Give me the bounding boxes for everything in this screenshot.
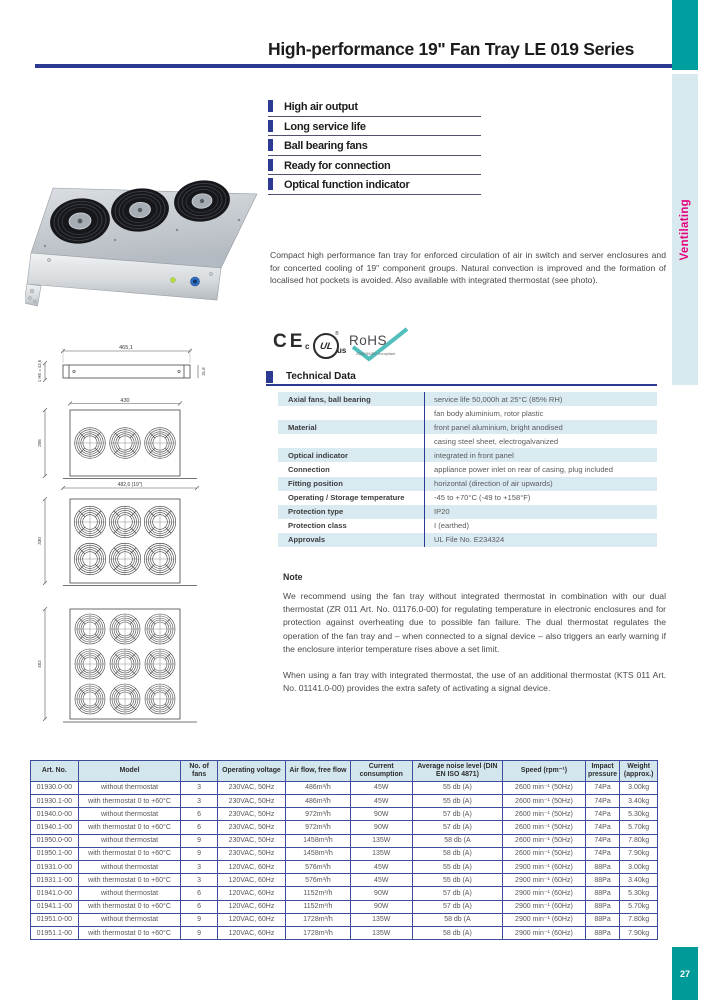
cell-fans: 9 [181, 926, 217, 939]
cell-weight: 3.40kg [620, 795, 658, 808]
bullet-icon [268, 100, 273, 112]
cell-current: 90W [350, 821, 412, 834]
intro-text: Compact high performance fan tray for enforced circulation of air in switch and server enclosures and for concerted cooling of 19" component groups. Natural convection is improved and the formation of localised hot pockets is avoided. Also available with integrated thermostat (see photo). [270, 250, 666, 286]
feature-label: Ready for connection [284, 159, 391, 172]
cell-voltage: 230VAC, 50Hz [217, 808, 285, 821]
bullet-icon [266, 371, 273, 383]
product-table-row [31, 926, 658, 939]
cell-model: without thermostat [78, 913, 181, 926]
cell-speed: 2600 min⁻¹ (50Hz) [503, 821, 586, 834]
feature-label: Long service life [284, 120, 366, 133]
sidebar-tab-label: Ventilating [679, 198, 691, 261]
cell-voltage: 230VAC, 50Hz [217, 795, 285, 808]
cell-fans: 3 [181, 781, 217, 794]
cell-noise: 58 db (A) [412, 926, 502, 939]
cell-noise: 58 db (A [412, 913, 502, 926]
cell-art-no: 01931.1-00 [31, 874, 79, 887]
technical-data-rule [266, 384, 657, 386]
technical-data-label: Connection [288, 465, 330, 475]
cell-pressure: 74Pa [585, 834, 619, 847]
cell-current: 135W [350, 847, 412, 860]
technical-data-label: Optical indicator [288, 450, 348, 460]
product-table-row [31, 861, 658, 874]
cell-speed: 2600 min⁻¹ (50Hz) [503, 808, 586, 821]
cell-pressure: 88Pa [585, 900, 619, 913]
cell-airflow: 1458m³/h [286, 834, 351, 847]
cell-model: with thermostat 0 to +60°C [78, 847, 181, 860]
dim-width-4826: 482,6 (19") [117, 482, 143, 489]
cell-current: 45W [350, 861, 412, 874]
product-table-row [31, 913, 658, 926]
dim-width-430: 430 [120, 397, 130, 404]
cell-speed: 2900 min⁻¹ (60Hz) [503, 861, 586, 874]
cell-model: with thermostat 0 to +60°C [78, 795, 181, 808]
technical-data-row [278, 420, 657, 434]
cell-airflow: 972m³/h [286, 808, 351, 821]
technical-data-value: front panel aluminium, bright anodised [424, 420, 657, 434]
cell-airflow: 486m³/h [286, 795, 351, 808]
mounting-ear [25, 284, 41, 306]
cell-airflow: 972m³/h [286, 821, 351, 834]
cell-voltage: 120VAC, 60Hz [217, 913, 285, 926]
cell-model: without thermostat [78, 808, 181, 821]
technical-data-value: casing steel sheet, electrogalvanized [424, 434, 657, 448]
cell-weight: 7.80kg [620, 913, 658, 926]
dim-height-452: 452 [37, 660, 42, 668]
technical-data-label: Operating / Storage temperature [288, 493, 405, 503]
cell-model: with thermostat 0 to +60°C [78, 874, 181, 887]
technical-data-value: UL File No. E234324 [424, 533, 657, 547]
cell-pressure: 88Pa [585, 913, 619, 926]
product-table-header-cell: Art. No. [31, 761, 79, 782]
product-table-header-cell: No. of fans [181, 761, 217, 782]
technical-data-row [278, 533, 657, 547]
feature-label: Optical function indicator [284, 179, 410, 192]
technical-data-value: I (earthed) [424, 519, 657, 533]
product-table-header-cell: Speed (rpm⁻¹) [503, 761, 586, 782]
technical-data-row [278, 491, 657, 505]
product-table-row [31, 808, 658, 821]
page-title: High-performance 19" Fan Tray LE 019 Series [268, 39, 634, 59]
cell-speed: 2900 min⁻¹ (60Hz) [503, 900, 586, 913]
technical-data-row [278, 505, 657, 519]
cell-pressure: 74Pa [585, 847, 619, 860]
technical-data-row [278, 392, 657, 406]
cell-noise: 55 db (A) [412, 781, 502, 794]
cell-airflow: 1728m³/h [286, 926, 351, 939]
cell-model: with thermostat 0 to +60°C [78, 821, 181, 834]
page-number: 27 [679, 968, 690, 979]
cell-weight: 7.80kg [620, 834, 658, 847]
technical-data-row [278, 434, 657, 448]
cell-airflow: 576m³/h [286, 874, 351, 887]
feature-item [268, 136, 481, 156]
cell-speed: 2900 min⁻¹ (60Hz) [503, 913, 586, 926]
technical-data-value: appliance power inlet on rear of casing, plug included [424, 462, 657, 476]
cell-weight: 5.70kg [620, 821, 658, 834]
cell-model: without thermostat [78, 861, 181, 874]
technical-data-label: Axial fans, ball bearing [288, 394, 371, 404]
cell-airflow: 1152m³/h [286, 887, 351, 900]
cell-fans: 6 [181, 821, 217, 834]
cell-speed: 2600 min⁻¹ (50Hz) [503, 847, 586, 860]
cell-noise: 57 db (A) [412, 808, 502, 821]
feature-label: High air output [284, 101, 358, 114]
cell-current: 45W [350, 781, 412, 794]
corner-accent-block [672, 0, 698, 70]
cell-airflow: 1458m³/h [286, 847, 351, 860]
note-paragraph-2: When using a fan tray with integrated thermostat, the use of an additional thermostat (KTS 011 Art. No. 01141.0-00) provides the extra safety of activating a signal device. [283, 669, 666, 693]
cell-speed: 2900 min⁻¹ (60Hz) [503, 887, 586, 900]
product-table-header-row [31, 761, 658, 782]
cell-model: with thermostat 0 to +60°C [78, 926, 181, 939]
product-table-row [31, 874, 658, 887]
cell-art-no: 01940.1-00 [31, 821, 79, 834]
cell-noise: 58 db (A) [412, 847, 502, 860]
feature-label: Ball bearing fans [284, 140, 368, 153]
product-table-row [31, 781, 658, 794]
cell-fans: 6 [181, 900, 217, 913]
technical-data-value: integrated in front panel [424, 448, 657, 462]
header-rule [35, 64, 697, 68]
product-table-row [31, 887, 658, 900]
cell-art-no: 01951.1-00 [31, 926, 79, 939]
technical-data-label: Material [288, 422, 317, 432]
cell-speed: 2600 min⁻¹ (50Hz) [503, 781, 586, 794]
cell-model: without thermostat [78, 887, 181, 900]
ce-mark-icon: CE [273, 331, 306, 352]
cell-fans: 3 [181, 861, 217, 874]
dim-height-1he: 1 HE = 43,6 [37, 359, 42, 383]
feature-item [268, 97, 481, 117]
cell-speed: 2900 min⁻¹ (60Hz) [503, 874, 586, 887]
cell-weight: 5.30kg [620, 808, 658, 821]
product-spec-table [30, 760, 658, 940]
technical-data-value: IP20 [424, 505, 657, 519]
cell-current: 45W [350, 874, 412, 887]
technical-data-value: horizontal (direction of air upwards) [424, 477, 657, 491]
cell-noise: 57 db (A) [412, 887, 502, 900]
technical-data-row [278, 448, 657, 462]
bullet-icon [268, 139, 273, 151]
rohs-mark-icon: RoHS 2002/95/EC compliant [347, 327, 413, 363]
product-table-header-cell: Impact pressure [585, 761, 619, 782]
cell-current: 90W [350, 887, 412, 900]
product-table-header-cell: Average noise level (DIN EN ISO 4871) [412, 761, 502, 782]
cell-art-no: 01950.0-00 [31, 834, 79, 847]
cell-voltage: 120VAC, 60Hz [217, 887, 285, 900]
cell-voltage: 120VAC, 60Hz [217, 861, 285, 874]
cell-pressure: 88Pa [585, 887, 619, 900]
feature-list [268, 97, 481, 195]
cell-noise: 58 db (A [412, 834, 502, 847]
cell-airflow: 576m³/h [286, 861, 351, 874]
product-photo [25, 158, 270, 308]
cell-voltage: 230VAC, 50Hz [217, 821, 285, 834]
cell-art-no: 01930.0-00 [31, 781, 79, 794]
product-table-row [31, 847, 658, 860]
cell-fans: 9 [181, 847, 217, 860]
technical-data-row [278, 462, 657, 476]
product-table-header-cell: Air flow, free flow [286, 761, 351, 782]
dim-width-465: 465,1 [119, 345, 133, 351]
cell-weight: 3.00kg [620, 781, 658, 794]
cell-fans: 3 [181, 795, 217, 808]
dimension-drawing-6-fans [30, 497, 240, 592]
cell-weight: 3.40kg [620, 874, 658, 887]
cell-weight: 7.90kg [620, 847, 658, 860]
product-table-header-cell: Operating voltage [217, 761, 285, 782]
product-table-header-cell: Model [78, 761, 181, 782]
cell-voltage: 230VAC, 50Hz [217, 847, 285, 860]
note-paragraph-1: We recommend using the fan tray without integrated thermostat in combination with our dual thermostat (ZR 011 Art. No. 01176.0-00) for regulating temperature in electronic enclosures and for protection against overheating due to possible fan failure. The dual thermostat regulates the operation of the fan tray and – when connected to a signal device – also triggers an early warning if the enclosure interior temperature rises above a set limit. [283, 591, 666, 654]
cell-noise: 55 db (A) [412, 874, 502, 887]
cell-speed: 2600 min⁻¹ (50Hz) [503, 834, 586, 847]
led-indicator [171, 278, 176, 283]
feature-item [268, 117, 481, 137]
cell-art-no: 01930.1-00 [31, 795, 79, 808]
cell-voltage: 120VAC, 60Hz [217, 900, 285, 913]
cell-art-no: 01931.0-00 [31, 861, 79, 874]
sidebar-tab-ventilating [672, 74, 698, 385]
cell-noise: 57 db (A) [412, 821, 502, 834]
cell-model: without thermostat [78, 834, 181, 847]
note-heading: Note [283, 572, 303, 582]
dimension-drawing-3-fans [30, 397, 240, 492]
dimension-drawing-front-view [30, 343, 240, 397]
cell-airflow: 486m³/h [286, 781, 351, 794]
technical-data-label: Approvals [288, 535, 326, 545]
cell-pressure: 88Pa [585, 874, 619, 887]
technical-data-label: Protection type [288, 507, 344, 517]
cell-current: 45W [350, 795, 412, 808]
technical-data-label: Protection class [288, 521, 347, 531]
cell-fans: 6 [181, 887, 217, 900]
cell-pressure: 88Pa [585, 926, 619, 939]
cell-current: 90W [350, 808, 412, 821]
cell-fans: 3 [181, 874, 217, 887]
product-table-row [31, 834, 658, 847]
cell-current: 135W [350, 834, 412, 847]
technical-data-heading: Technical Data [286, 371, 356, 382]
cell-fans: 6 [181, 808, 217, 821]
cell-fans: 9 [181, 913, 217, 926]
technical-data-row [278, 477, 657, 491]
cell-weight: 3.00kg [620, 861, 658, 874]
cell-airflow: 1152m³/h [286, 900, 351, 913]
technical-data-row [278, 406, 657, 420]
note-section [283, 571, 666, 708]
cell-art-no: 01941.1-00 [31, 900, 79, 913]
cell-current: 135W [350, 913, 412, 926]
cell-noise: 55 db (A) [412, 861, 502, 874]
cell-airflow: 1728m³/h [286, 913, 351, 926]
cell-voltage: 230VAC, 50Hz [217, 834, 285, 847]
bullet-icon [268, 120, 273, 132]
cell-pressure: 74Pa [585, 781, 619, 794]
cell-weight: 5.30kg [620, 887, 658, 900]
cell-pressure: 88Pa [585, 861, 619, 874]
cell-art-no: 01950.1-00 [31, 847, 79, 860]
technical-data-row [278, 519, 657, 533]
cell-voltage: 230VAC, 50Hz [217, 781, 285, 794]
dim-height-330: 330 [37, 537, 42, 545]
technical-data-value: -45 to +70°C (-49 to +158°F) [424, 491, 657, 505]
cell-noise: 55 db (A) [412, 795, 502, 808]
technical-data-label: Fitting position [288, 479, 343, 489]
technical-data-value: fan body aluminium, rotor plastic [424, 406, 657, 420]
cell-voltage: 120VAC, 60Hz [217, 874, 285, 887]
dim-height-206: 206 [37, 439, 42, 447]
cell-current: 90W [350, 900, 412, 913]
cell-model: with thermostat 0 to +60°C [78, 900, 181, 913]
feature-item [268, 175, 481, 195]
technical-data-table [278, 392, 657, 547]
ul-mark-icon: c UL ® us [307, 333, 347, 359]
cell-speed: 2900 min⁻¹ (60Hz) [503, 926, 586, 939]
technical-data-value: service life 50,000h at 25°C (85% RH) [424, 392, 657, 406]
cell-model: without thermostat [78, 781, 181, 794]
feature-item [268, 156, 481, 176]
cell-weight: 7.90kg [620, 926, 658, 939]
product-table-row [31, 821, 658, 834]
dim-depth-318: 31,8 [201, 367, 206, 376]
cell-art-no: 01940.0-00 [31, 808, 79, 821]
product-table-header-cell: Current consumption [350, 761, 412, 782]
cell-pressure: 74Pa [585, 795, 619, 808]
cell-speed: 2600 min⁻¹ (50Hz) [503, 795, 586, 808]
cell-noise: 57 db (A) [412, 900, 502, 913]
cell-pressure: 74Pa [585, 821, 619, 834]
product-table-header-cell: Weight (approx.) [620, 761, 658, 782]
page-number-block [672, 947, 698, 1000]
cell-weight: 5.70kg [620, 900, 658, 913]
cell-art-no: 01951.0-00 [31, 913, 79, 926]
product-table-body [31, 781, 658, 939]
cell-art-no: 01941.0-00 [31, 887, 79, 900]
cell-current: 135W [350, 926, 412, 939]
cell-fans: 9 [181, 834, 217, 847]
product-table-row [31, 795, 658, 808]
dimension-drawing-9-fans [30, 607, 240, 729]
cell-pressure: 74Pa [585, 808, 619, 821]
product-table-row [31, 900, 658, 913]
cell-voltage: 120VAC, 60Hz [217, 926, 285, 939]
